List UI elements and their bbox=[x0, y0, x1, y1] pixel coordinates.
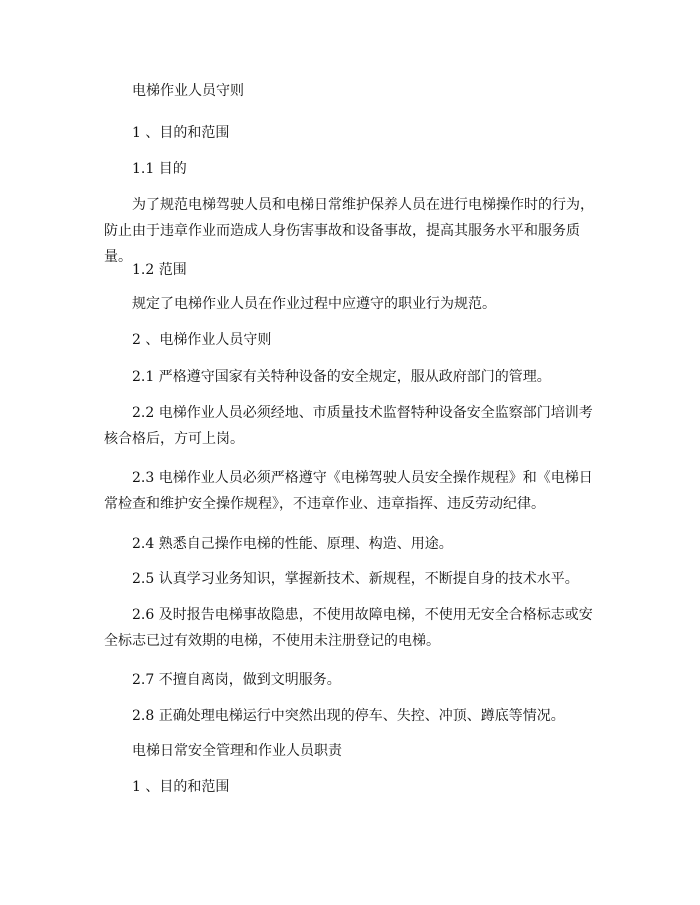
rule-2-7: 2.7 不擅自离岗，做到文明服务。 bbox=[132, 672, 341, 688]
rule-2-2: 2.2 电梯作业人员必须经地、市质量技术监督特种设备安全监察部门培训考核合格后，方可上岗。 bbox=[104, 405, 593, 447]
next-document-title: 电梯日常安全管理和作业人员职责 bbox=[132, 743, 342, 759]
section-1-2-text: 规定了电梯作业人员在作业过程中应遵守的职业行为规范。 bbox=[132, 296, 496, 312]
rule-2-5: 2.5 认真学习业务知识，掌握新技术、新规程，不断提自身的技术水平。 bbox=[132, 571, 579, 587]
section-1-1-heading: 1.1 目的 bbox=[132, 161, 187, 177]
section-1-1-text: 为了规范电梯驾驶人员和电梯日常维护保养人员在进行电梯操作时的行为，防止由于违章作业而造成人身伤害事故和设备事故，提高其服务水平和服务质量。 bbox=[104, 197, 594, 265]
rule-2-6: 2.6 及时报告电梯事故隐患，不使用故障电梯，不使用无安全合格标志或安全标志已过有效期的电梯，不使用未注册登记的电梯。 bbox=[104, 607, 593, 649]
rule-2-4: 2.4 熟悉自己操作电梯的性能、原理、构造、用途。 bbox=[132, 536, 453, 552]
section-2-heading: 2 、电梯作业人员守则 bbox=[132, 332, 272, 348]
rule-2-8: 2.8 正确处理电梯运行中突然出现的停车、失控、冲顶、蹲底等情况。 bbox=[132, 708, 565, 724]
rule-2-3: 2.3 电梯作业人员必须严格遵守《电梯驾驶人员安全操作规程》和《电梯日常检查和维护安全操作规程》，不违章作业、违章指挥、违反劳动纪律。 bbox=[104, 470, 593, 512]
rule-2-1: 2.1 严格遵守国家有关特种设备的安全规定，服从政府部门的管理。 bbox=[132, 369, 551, 385]
document-title: 电梯作业人员守则 bbox=[132, 83, 244, 99]
next-section-1-heading: 1 、目的和范围 bbox=[132, 779, 230, 795]
section-1-heading: 1 、目的和范围 bbox=[132, 125, 230, 141]
section-1-2-heading: 1.2 范围 bbox=[132, 262, 187, 278]
